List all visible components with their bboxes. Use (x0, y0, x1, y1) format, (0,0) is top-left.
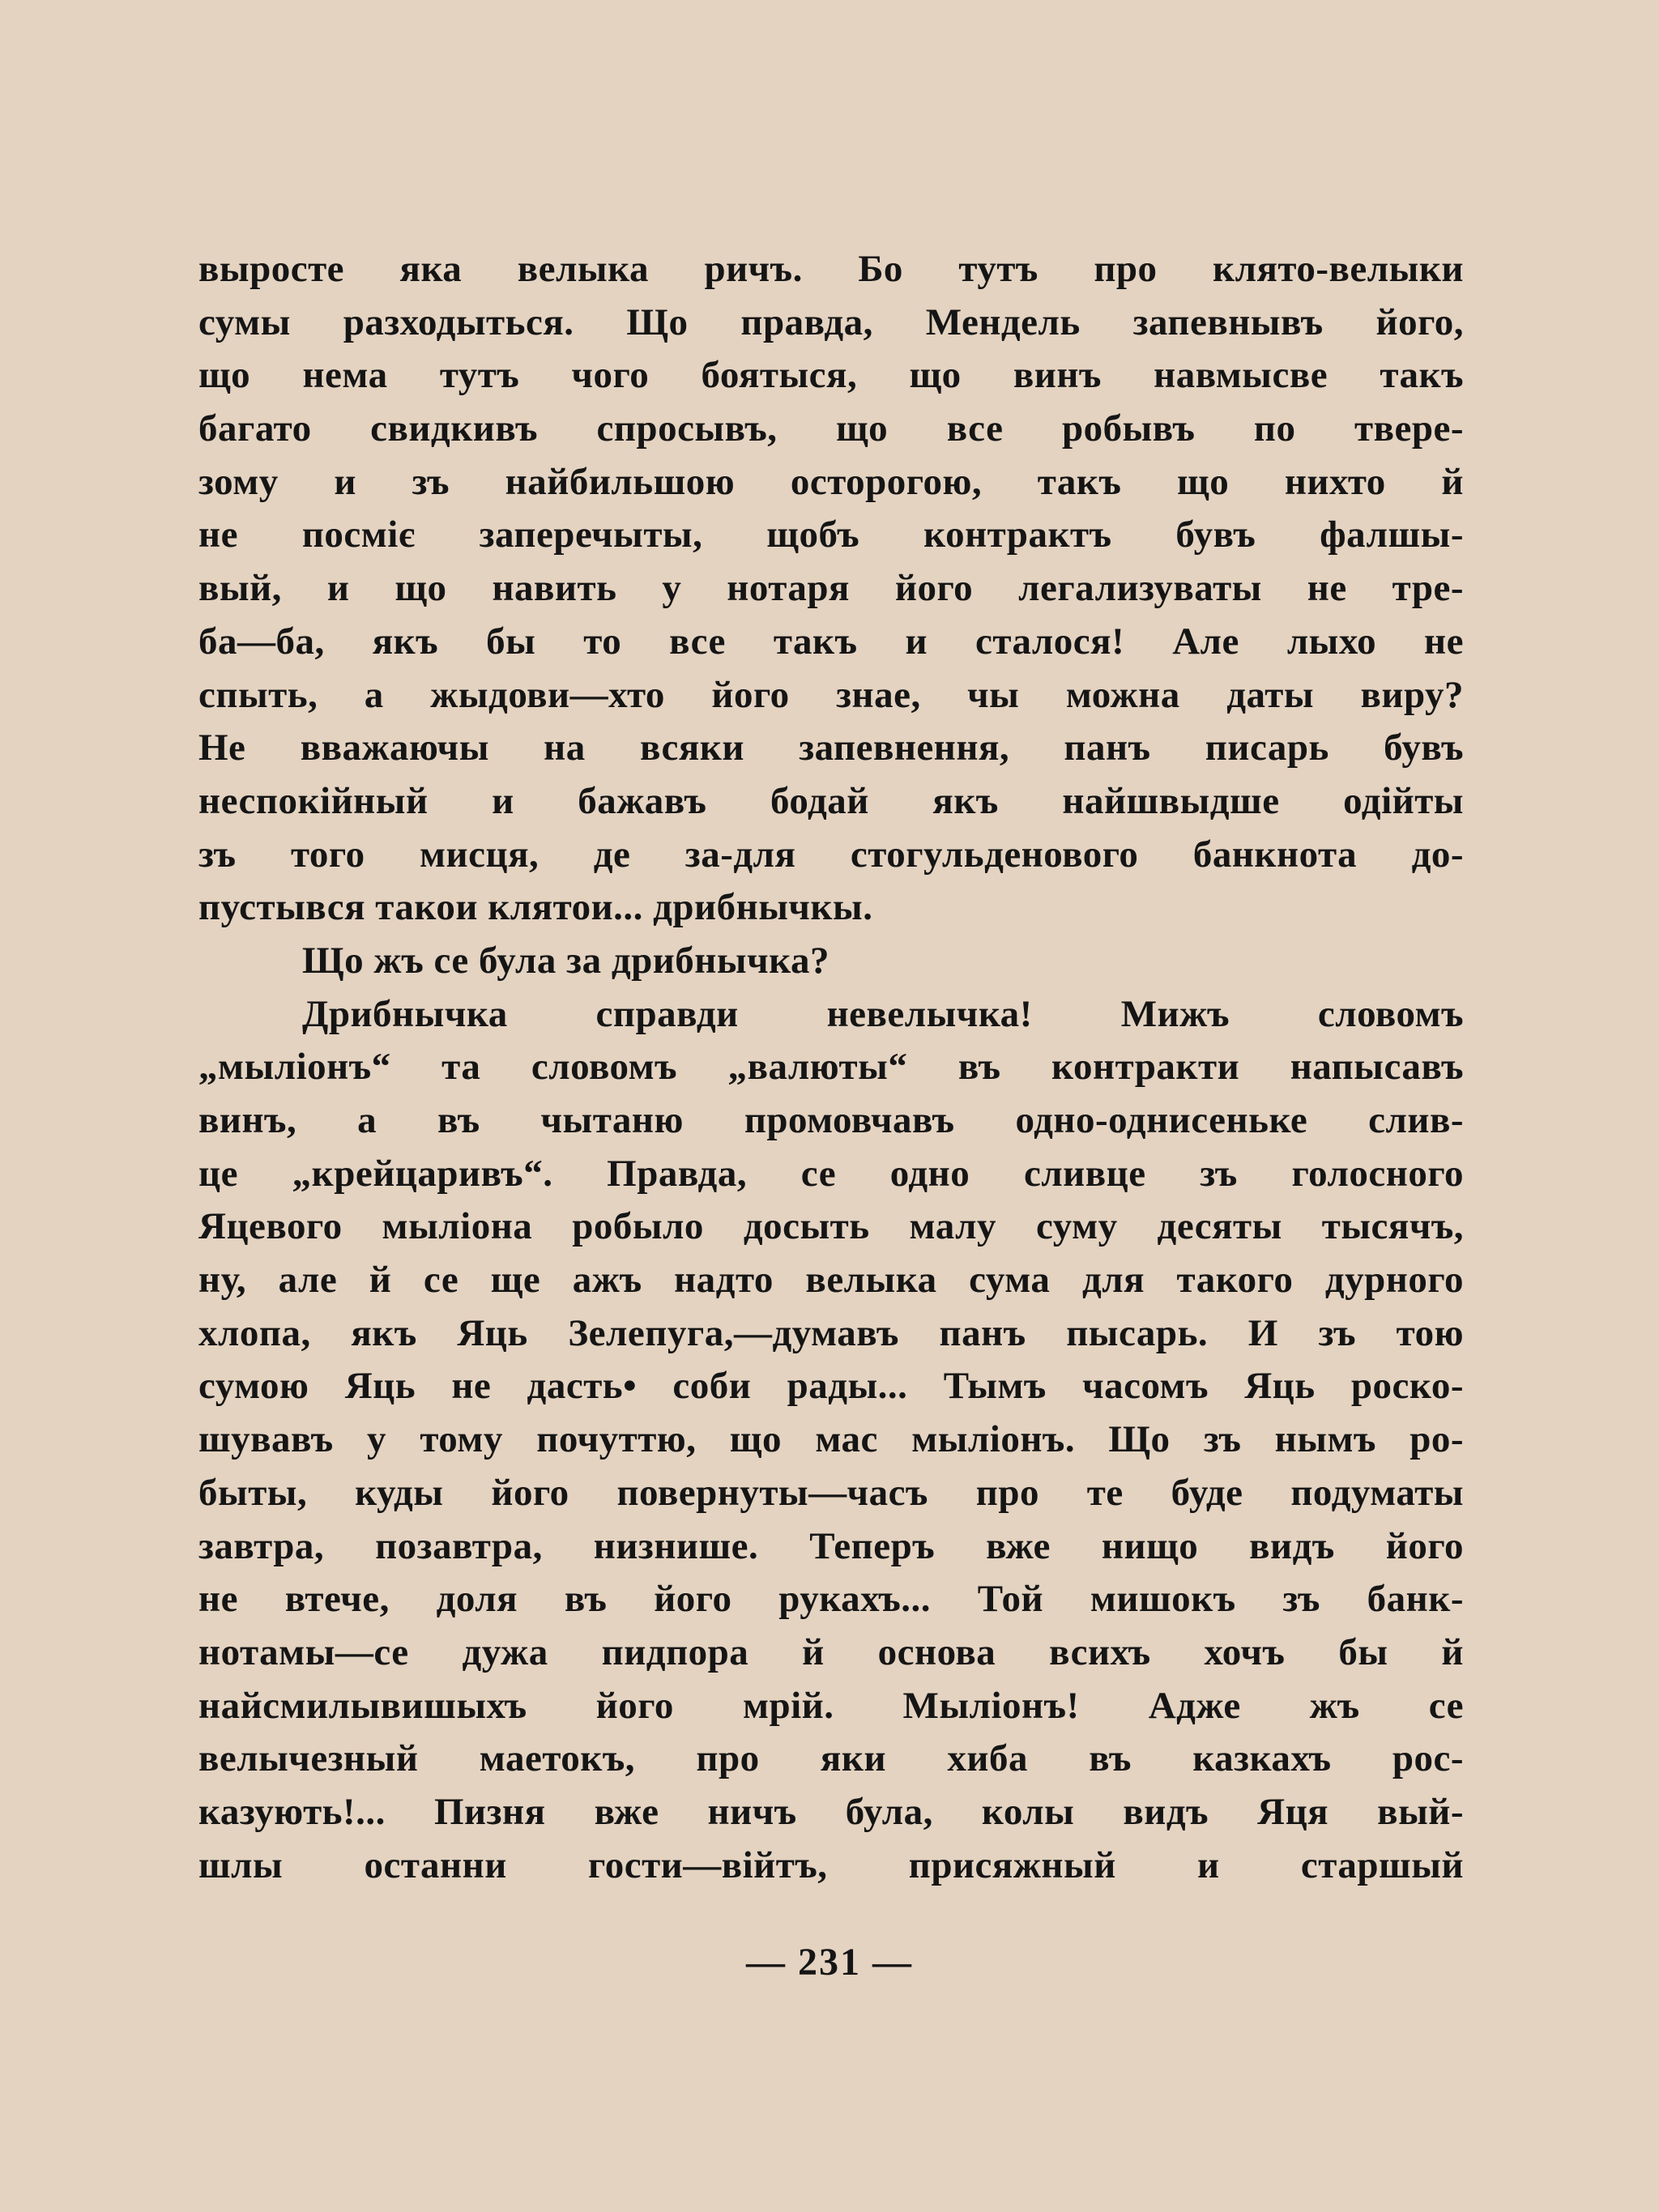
text-line: нотамы—се дужа пидпора й основа всихъ хочъ бы й (198, 1630, 1464, 1673)
text-line: спыть, а жыдови—хто його знае, чы можна даты виру? (198, 673, 1464, 716)
text-line: не втече, доля въ його рукахъ... Той мишокъ зъ банк- (198, 1578, 1464, 1621)
text-line: не посміє заперечыты, щобъ контрактъ бувъ фалшы- (198, 514, 1464, 556)
text-line: шлы останни гости—війтъ, присяжный и старшый (198, 1843, 1464, 1886)
text-line: хлопа, якъ Яць Зелепуга,—думавъ панъ пысарь. И зъ тою (198, 1311, 1464, 1354)
text-line: що нема тутъ чого боятыся, що винъ навмысве такъ (198, 354, 1464, 397)
text-line: сумою Яць не дасть• соби рады... Тымъ часомъ Яць роско- (198, 1365, 1464, 1408)
text-line: зъ того мисця, де за-для стогульденового банкнота до- (198, 833, 1464, 876)
text-line: це „крейцаривъ“. Правда, се одно сливце зъ голосного (198, 1152, 1464, 1195)
text-line: зому и зъ найбильшою осторогою, такъ що нихто й (198, 460, 1464, 503)
text-line: „мыліонъ“ та словомъ „валюты“ въ контракти напысавъ (198, 1046, 1464, 1089)
text-line: велычезный маетокъ, про яки хиба въ казкахъ рос- (198, 1737, 1464, 1780)
text-line: быты, куды його повернуты—часъ про те буде подуматы (198, 1471, 1464, 1514)
text-line: ба—ба, якъ бы то все такъ и сталося! Але лыхо не (198, 620, 1464, 663)
text-line: ну, але й се ще ажъ надто велыка сума для такого дурного (198, 1259, 1464, 1302)
text-line: выросте яка велыка ричъ. Бо тутъ про клято-велыки (198, 248, 1464, 290)
text-line: вый, и що навить у нотаря його легализуваты не тре- (198, 567, 1464, 610)
page-number: — 231 — (746, 1941, 913, 1984)
text-line: винъ, а въ чытаню промовчавъ одно-однисеньке слив- (198, 1099, 1464, 1141)
text-line: багато свидкивъ спросывъ, що все робывъ по твере- (198, 407, 1464, 450)
text-line: сумы разходыться. Що правда, Мендель запевнывъ його, (198, 300, 1464, 343)
text-line: шувавъ у тому почуттю, що мас мыліонъ. Що зъ нымъ ро- (198, 1418, 1464, 1461)
text-line: неспокійный и бажавъ бодай якъ найшвыдше одійты (198, 779, 1464, 822)
text-line: Дрибнычка справди невелычка! Мижъ словомъ (302, 992, 1464, 1035)
text-line: завтра, позавтра, низнише. Теперъ вже нищо видъ його (198, 1524, 1464, 1567)
page-text (198, 243, 1464, 1892)
text-line: пустывся такои клятои... дрибнычкы. (198, 886, 873, 929)
text-line: казують!... Пизня вже ничъ була, колы видъ Яця вый- (198, 1790, 1464, 1833)
question-line: Що жъ се була за дрибнычка? (302, 939, 830, 982)
text-line: найсмилывишыхъ його мрій. Мыліонъ! Адже жъ се (198, 1684, 1464, 1727)
text-line: Не вважаючы на всяки запевнення, панъ писарь бувъ (198, 727, 1464, 769)
text-line: Яцевого мыліона робыло досыть малу суму десяты тысячъ, (198, 1205, 1464, 1248)
